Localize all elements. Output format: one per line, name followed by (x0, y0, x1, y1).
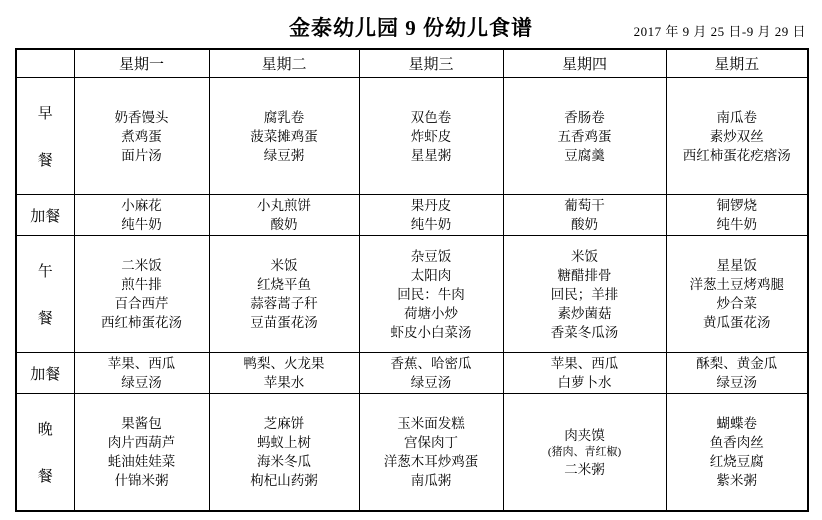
menu-item: 星星粥 (410, 147, 452, 163)
menu-item: 米饭 (270, 258, 298, 273)
menu-item: 腐乳卷 (263, 109, 305, 125)
menu-cell (666, 236, 808, 353)
meal-row (16, 394, 808, 512)
menu-item: 什锦米粥 (114, 473, 169, 488)
menu-cell (359, 195, 503, 236)
menu-item: 纯牛奶 (716, 217, 757, 232)
menu-item: 绿豆汤 (716, 375, 757, 390)
menu-item: 芝麻饼 (263, 416, 305, 431)
menu-item: 玉米面发糕 (397, 416, 465, 431)
menu-cell (503, 394, 666, 512)
menu-item: 苹果、西瓜 (550, 356, 619, 371)
menu-item: 炒合菜 (716, 296, 757, 311)
menu-item: 纯牛奶 (410, 217, 452, 232)
menu-item: 鱼香肉丝 (709, 435, 764, 450)
meal-label: 早 餐 (16, 78, 74, 195)
menu-item: 面片汤 (121, 147, 162, 163)
menu-item: 宫保肉丁 (404, 435, 458, 450)
menu-cell (359, 353, 503, 394)
menu-cell (503, 78, 666, 195)
menu-cell (666, 353, 808, 394)
menu-item: 素炒双丝 (709, 128, 764, 144)
column-header: 星期二 (209, 49, 359, 78)
meal-row (16, 353, 808, 394)
menu-item: 白萝卜水 (557, 375, 612, 390)
menu-item: 回民：牛肉 (397, 286, 465, 302)
menu-cell (74, 353, 209, 394)
meal-row (16, 195, 808, 236)
menu-table (15, 48, 809, 512)
menu-item: 虾皮小白菜汤 (390, 324, 472, 340)
menu-item: 果酱包 (121, 416, 162, 431)
corner-cell (16, 49, 74, 78)
menu-item: 纯牛奶 (121, 217, 162, 232)
menu-item: 炸虾皮 (410, 128, 452, 144)
menu-item: 豆腐羹 (564, 147, 605, 163)
menu-item: 回民；羊排 (550, 286, 619, 302)
menu-item: 苹果、西瓜 (107, 356, 176, 371)
menu-cell (209, 195, 359, 236)
menu-item: 杂豆饭 (410, 248, 452, 264)
menu-cell (503, 195, 666, 236)
meal-label: 午 餐 (16, 236, 74, 353)
meal-label: 加餐 (16, 195, 74, 236)
menu-item: 红烧豆腐 (709, 454, 764, 469)
menu-item: 糖醋排骨 (557, 267, 612, 283)
menu-cell (666, 195, 808, 236)
menu-item: 酸奶 (270, 217, 298, 232)
menu-item: 酥梨、黄金瓜 (696, 356, 778, 371)
menu-item: 蚝油娃娃菜 (107, 454, 176, 469)
menu-item: 红烧平鱼 (257, 277, 311, 292)
menu-item: 肉片西葫芦 (107, 435, 176, 450)
menu-item: 蝴蝶卷 (716, 416, 757, 431)
menu-item: 南瓜粥 (410, 473, 452, 488)
menu-item: 绿豆汤 (121, 375, 162, 390)
menu-item: 紫米粥 (716, 473, 757, 488)
menu-item: 小丸煎饼 (257, 198, 311, 213)
page-title: 金泰幼儿园 9 份幼儿食谱 (289, 16, 533, 40)
menu-item: 米饭 (571, 248, 598, 264)
menu-cell (209, 353, 359, 394)
menu-item: 黄瓜蛋花汤 (703, 315, 771, 330)
menu-cell (666, 394, 808, 512)
menu-item: 铜锣烧 (716, 198, 757, 213)
menu-item: 菠菜摊鸡蛋 (250, 128, 318, 144)
menu-cell (209, 236, 359, 353)
menu-item: 小麻花 (121, 198, 162, 213)
column-header: 星期四 (503, 49, 666, 78)
date-range: 2017 年 9 月 25 日-9 月 29 日 (633, 24, 806, 39)
menu-cell (74, 78, 209, 195)
menu-cell (503, 236, 666, 353)
menu-cell (359, 236, 503, 353)
menu-cell (74, 394, 209, 512)
menu-cell (359, 78, 503, 195)
menu-cell (359, 394, 503, 512)
menu-item: 洋葱木耳炒鸡蛋 (383, 454, 479, 469)
menu-item: 蚂蚁上树 (257, 435, 311, 450)
menu-item: 百合西芹 (114, 296, 169, 311)
menu-item: 太阳肉 (410, 267, 452, 283)
menu-item: 海米冬瓜 (257, 454, 311, 469)
menu-item: 洋葱土豆烤鸡腿 (689, 277, 784, 292)
menu-item: 星星饭 (716, 258, 757, 273)
menu-item: 西红柿蛋花汤 (101, 315, 182, 330)
menu-cell (666, 78, 808, 195)
menu-item: 苹果水 (263, 375, 305, 390)
menu-item: 五香鸡蛋 (557, 128, 612, 144)
column-header: 星期一 (74, 49, 209, 78)
menu-item: 绿豆汤 (410, 375, 452, 390)
menu-item: 煮鸡蛋 (121, 128, 162, 144)
page-header (0, 0, 822, 48)
meal-label: 晚 餐 (16, 394, 74, 512)
meal-row (16, 78, 808, 195)
column-header: 星期三 (359, 49, 503, 78)
menu-cell (74, 195, 209, 236)
menu-item: 豆苗蛋花汤 (250, 315, 318, 330)
menu-item: 肉夹馍 (564, 427, 605, 443)
menu-cell (503, 353, 666, 394)
menu-item: 果丹皮 (410, 198, 452, 213)
menu-item: 枸杞山药粥 (250, 473, 318, 488)
menu-item: 二米饭 (121, 258, 162, 273)
menu-item: 素炒菌菇 (557, 305, 612, 321)
menu-cell (209, 78, 359, 195)
menu-item: 荷塘小炒 (404, 305, 458, 321)
menu-item: 绿豆粥 (263, 147, 305, 163)
meal-row (16, 236, 808, 353)
menu-item: 双色卷 (410, 109, 452, 125)
menu-item: 鸭梨、火龙果 (243, 356, 325, 371)
menu-item: 香肠卷 (564, 109, 605, 125)
weekday-header-row (16, 49, 808, 78)
menu-cell (209, 394, 359, 512)
menu-item: 香菜冬瓜汤 (550, 324, 619, 340)
menu-item: 南瓜卷 (716, 109, 757, 125)
menu-item: 葡萄干 (564, 198, 605, 213)
menu-item: 二米粥 (564, 461, 605, 477)
menu-item: 蒜蓉蒿子秆 (250, 296, 318, 311)
menu-item: 奶香馒头 (114, 109, 169, 125)
menu-item: 煎牛排 (121, 277, 162, 292)
meal-label: 加餐 (16, 353, 74, 394)
menu-item: 香蕉、哈密瓜 (390, 356, 472, 371)
menu-cell (74, 236, 209, 353)
menu-item: 酸奶 (571, 217, 598, 232)
column-header: 星期五 (666, 49, 808, 78)
menu-item: 西红柿蛋花疙瘩汤 (682, 147, 791, 163)
menu-item: (猪肉、青红椒) (547, 445, 622, 458)
